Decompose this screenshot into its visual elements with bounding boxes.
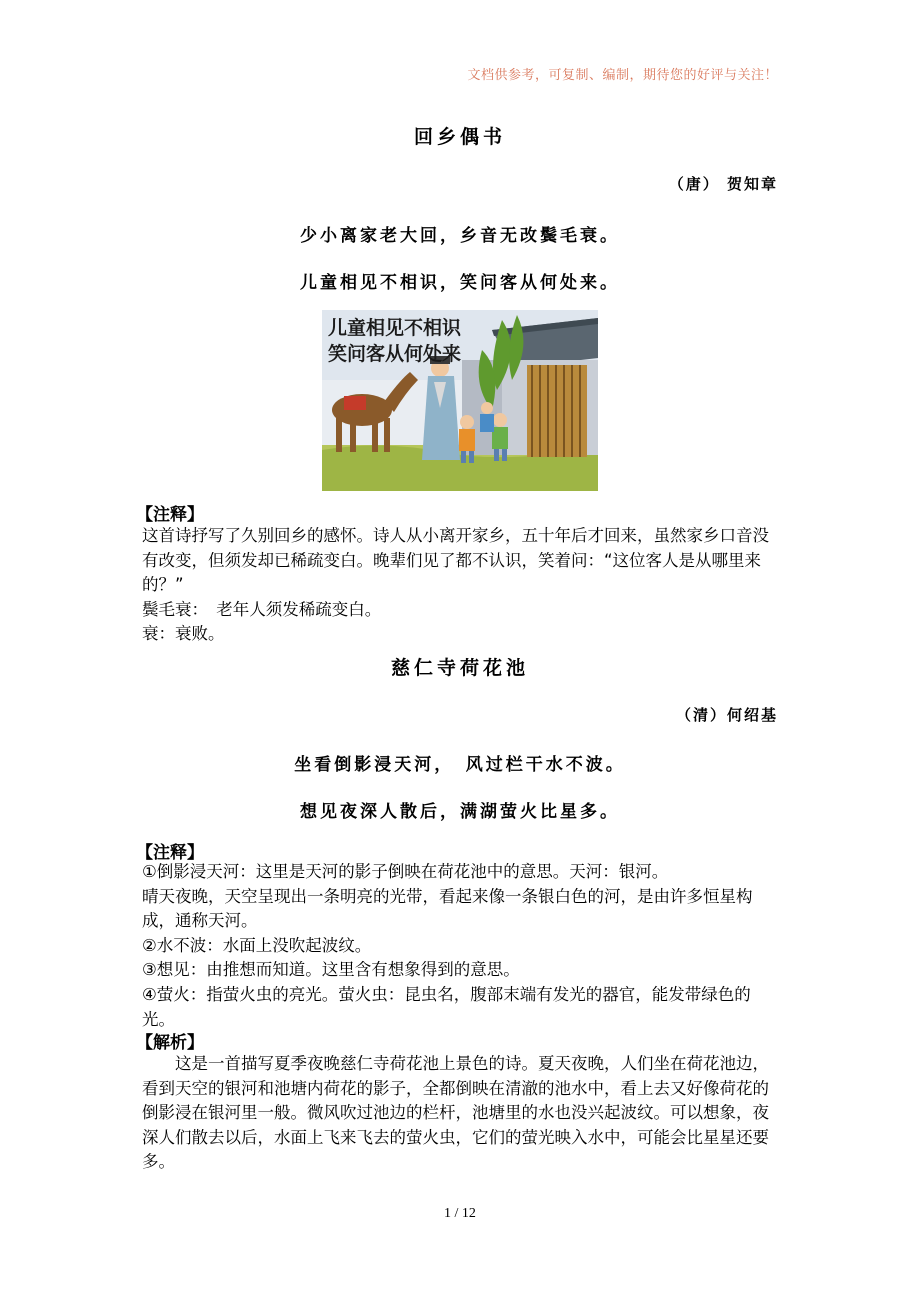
header-note: 文档供参考，可复制、编制，期待您的好评与关注！ xyxy=(467,68,778,83)
notes2-paragraph: ①倒影浸天河：这里是天河的影子倒映在荷花池中的意思。天河：银河。 xyxy=(142,862,669,881)
illustration-caption-1: 儿童相见不相识 xyxy=(328,317,462,339)
notes2-body xyxy=(142,860,782,1032)
poem1-line-1: 少小离家老大回，乡音无改鬓毛衰。 xyxy=(300,226,620,246)
poem1-title: 回乡偶书 xyxy=(413,126,506,148)
page-number: 1 / 12 xyxy=(444,1206,476,1221)
illustration-caption-2: 笑问客从何处来 xyxy=(328,343,462,365)
notes1-paragraph: 这首诗抒写了久别回乡的感怀。诗人从小离开家乡，五十年后才回来，虽然家乡口音没有改变，但须发却已稀疏变白。晚辈们见了都不认识，笑着问：“这位客人是从哪里来的？” xyxy=(142,526,769,595)
poem2-line-2: 想见夜深人散后，满湖萤火比星多。 xyxy=(300,802,620,822)
notes1-paragraph: 衰：衰败。 xyxy=(142,624,225,644)
poem2-title: 慈仁寺荷花池 xyxy=(390,657,529,679)
notes2-paragraph: 晴天夜晚，天空呈现出一条明亮的光带，看起来像一条银白色的河，是由许多恒星构成，通称天河。 xyxy=(142,886,753,931)
poem2-line-1: 坐看倒影浸天河， 风过栏干水不波。 xyxy=(294,755,626,775)
notes2-label: 【注释】 xyxy=(136,843,204,863)
poem-illustration xyxy=(322,310,598,491)
notes2-paragraph: ④萤火：指萤火虫的亮光。萤火虫：昆虫名，腹部末端有发光的器官，能发带绿色的光。 xyxy=(142,984,751,1029)
notes2-paragraph: ②水不波：水面上没吹起波纹。 xyxy=(142,935,372,955)
analysis-paragraph: 这是一首描写夏季夜晚慈仁寺荷花池上景色的诗。夏天夜晚，人们坐在荷花池边，看到天空的银河和池塘内荷花的影子，全都倒映在清澈的池水中，看上去又好像荷花的倒影浸在银河里一般。微风吹过池边的栏杆，池塘里的水也没兴起波纹。可以想象，夜深人们散去以后，水面上飞来飞去的萤火虫，它们的萤光映入水中，可能会比星星还要多。 xyxy=(142,1054,769,1172)
notes1-body xyxy=(142,524,782,647)
poem2-author: （清）何绍基 xyxy=(675,706,778,724)
analysis-body xyxy=(142,1052,782,1175)
notes2-paragraph: ③想见：由推想而知道。这里含有想象得到的意思。 xyxy=(142,960,520,980)
notes1-label: 【注释】 xyxy=(136,505,204,525)
poem1-line-2: 儿童相见不相识，笑问客从何处来。 xyxy=(300,273,620,293)
poem1-author: （唐） 贺知章 xyxy=(668,175,778,193)
notes1-paragraph: 鬓毛衰： 老年人须发稀疏变白。 xyxy=(142,599,382,619)
analysis-label: 【解析】 xyxy=(136,1033,204,1053)
